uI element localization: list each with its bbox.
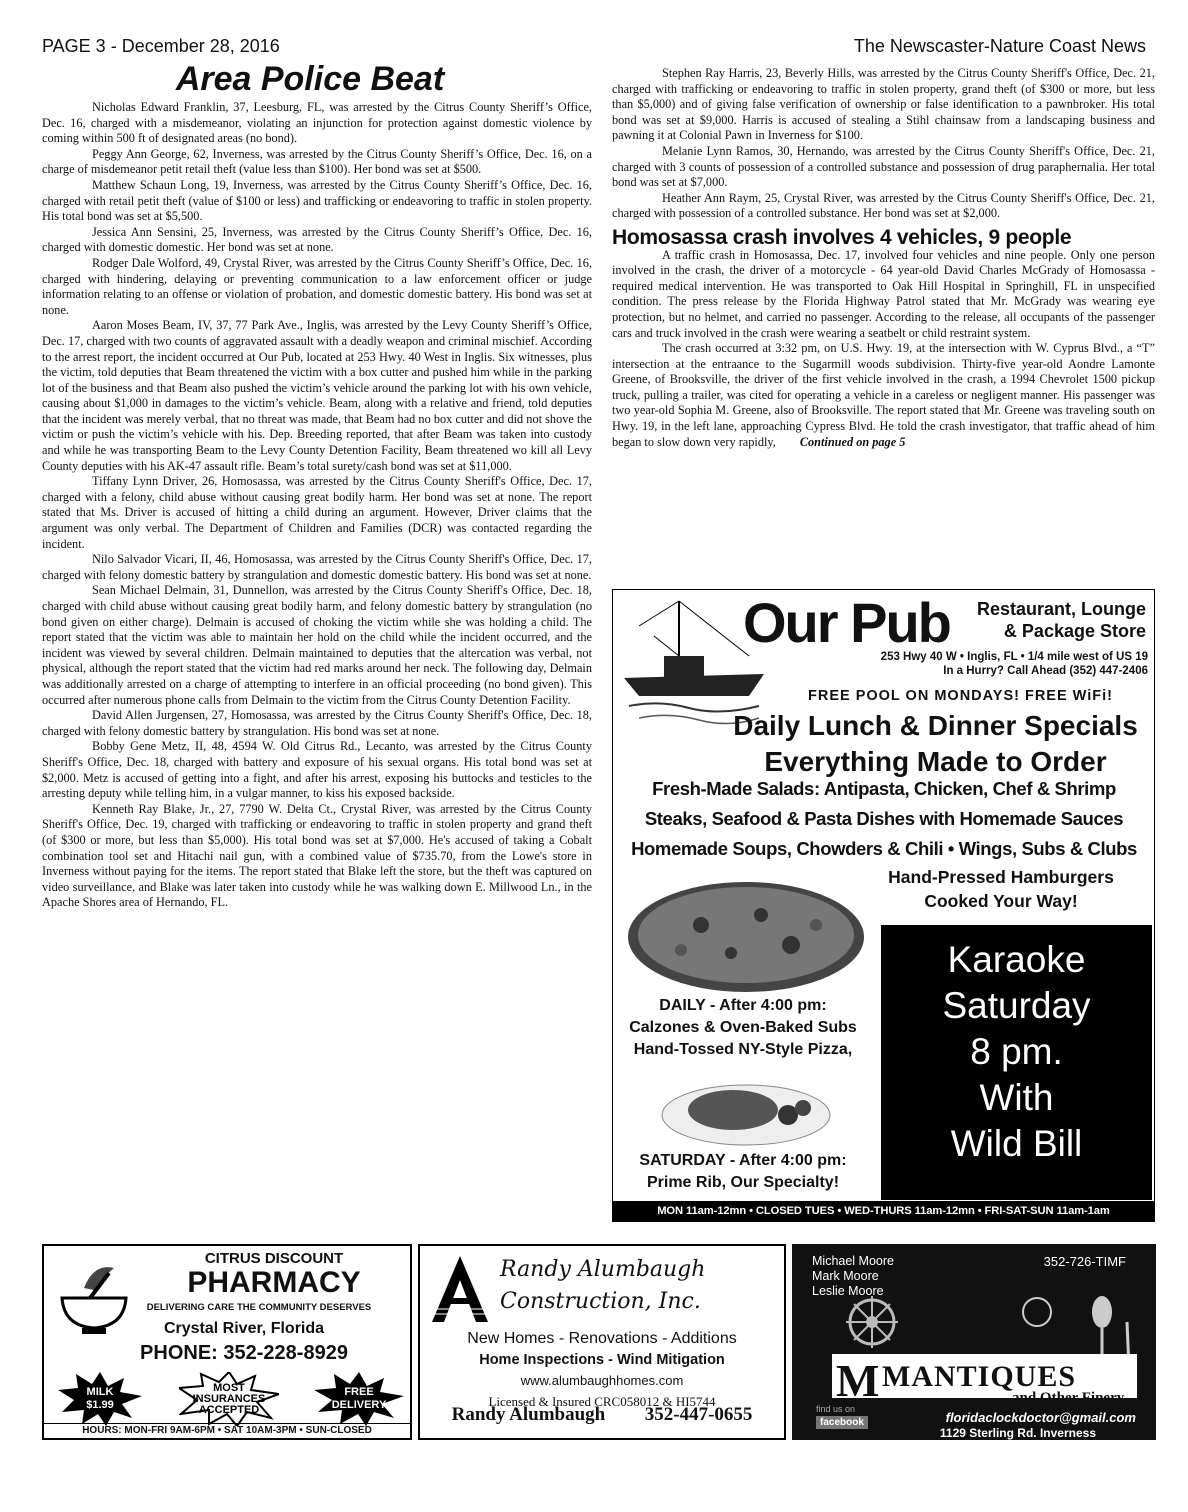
pharmacy-location: Crystal River, Florida (163, 1320, 325, 1337)
saturday-line: SATURDAY - After 4:00 pm: (639, 1152, 847, 1169)
mantiques-email[interactable]: floridaclockdoctor@gmail.com (945, 1410, 1136, 1425)
crash-headline: Homosassa crash involves 4 vehicles, 9 people (612, 225, 1072, 249)
mantiques-phone: 352-726-TIMF (1043, 1254, 1126, 1269)
insurance-burst (179, 1372, 279, 1426)
police-beat-column (42, 100, 592, 911)
article-paragraph: Nilo Salvador Vicari, II, 46, Homosassa, was arrested by the Citrus County Sheriff's Office, Dec. 17, charged with felony domestic battery by strangulation and domestic domestic battery. His bond was set at none. (42, 552, 592, 582)
owner-name: Mark Moore (812, 1269, 879, 1283)
construction-ad (418, 1244, 786, 1440)
daily-line: Calzones & Oven-Baked Subs (629, 1019, 857, 1036)
daily-line: DAILY - After 4:00 pm: (659, 997, 827, 1014)
article-paragraph (612, 341, 1155, 450)
owner-name: Leslie Moore (812, 1284, 884, 1298)
facebook-badge[interactable]: facebook (816, 1416, 868, 1429)
article-paragraph: Peggy Ann George, 62, Inverness, was arrested by the Citrus County Sheriff’s Office, Dec. 16, on a charge of misdemeanor petit retail theft (value less than $100). Her bond was set at $500. (42, 146, 592, 177)
insurance-line: MOST (213, 1382, 245, 1394)
page-header (42, 36, 1146, 58)
pub-name: Our Pub (743, 591, 950, 654)
karaoke-line: With (979, 1077, 1054, 1118)
menu-line: Homemade Soups, Chowders & Chili • Wings, Subs & Clubs (631, 838, 1137, 859)
mantiques-logo (812, 1292, 1142, 1402)
prime-rib-image (658, 1070, 833, 1150)
karaoke-line: Saturday (942, 985, 1091, 1026)
pub-address (773, 650, 1148, 678)
saturday-specials (613, 1150, 873, 1194)
milk-label: MILK (86, 1386, 114, 1398)
mantiques-subtitle: and Other Finery (1012, 1390, 1125, 1406)
insurance-line: ACCEPTED (198, 1404, 260, 1416)
continued-link[interactable]: Continued on page 5 (799, 434, 906, 449)
pharmacy-title-top: CITRUS DISCOUNT (204, 1250, 344, 1267)
article-paragraph: Rodger Dale Wolford, 49, Crystal River, was arrested by the Citrus County Sheriff’s Office, Dec. 16, charged with hindering, delaying or preventing communication to a law enforcement officer or judge information relating to an offense or violation of probation, and domestic domestic battery. His bond was set at none. (42, 255, 592, 317)
pizza-image (621, 875, 871, 995)
contact-name: Randy Alumbaugh (451, 1404, 606, 1425)
services-line: Home Inspections - Wind Mitigation (479, 1352, 725, 1368)
article-paragraph: Sean Michael Delmain, 31, Dunnellon, was arrested by the Citrus County Sheriff's Office, Dec. 18, charged with child abuse without causing great bodily harm, and felony domestic battery by strangulation (no bond given on either charge). Delmain is accused of choking the victim while she was holding a child. The report stated that the victim was able to maintain her hold on the child while the incident occurred, and the incident was viewed by several children. Delmain maintained to deputies that the altercation was verbal, not physical, although the report stated that the victim had red marks around her neck. The following day, Delmain was additionally arrested on a charge of attempting to interfere in an official proceeding (no bond given). This occurred after numerous phone calls from Delmain to the victim from the Citrus County Detention Facility. (42, 583, 592, 707)
owner-name: Michael Moore (812, 1254, 894, 1268)
pub-phone-line: In a Hurry? Call Ahead (352) 447-2406 (943, 665, 1148, 677)
article-paragraph: Tiffany Lynn Driver, 26, Homosassa, was arrested by the Citrus County Sheriff's Office, Dec. 17, charged with a felony, child abuse without causing great bodily harm. Her bond was set at none. The report stated that Ms. Driver is accused of hitting a child during an argument. However, Driver claims that the argument was only verbal. The Department of Children and Families (DCR) was contacted regarding the incident. (42, 474, 592, 551)
pub-free-offer: FREE POOL ON MONDAYS! FREE WiFi! (808, 688, 1113, 704)
company-name (500, 1254, 705, 1318)
pharmacy-title: PHARMACY (187, 1266, 361, 1299)
specials-line: Daily Lunch & Dinner Specials (733, 710, 1138, 741)
paper-name: The Newscaster-Nature Coast News (853, 36, 1146, 56)
mantiques-ad (792, 1244, 1156, 1440)
mantiques-address: 1129 Sterling Rd. Inverness (939, 1426, 1096, 1440)
karaoke-line: Karaoke (947, 939, 1086, 980)
page-date: PAGE 3 - December 28, 2016 (42, 36, 280, 56)
ham-line: Hand-Pressed Hamburgers (888, 867, 1114, 887)
pharmacy-phone: PHONE: 352-228-8929 (140, 1342, 348, 1364)
milk-burst (58, 1372, 142, 1426)
article-paragraph: Bobby Gene Metz, II, 48, 4594 W. Old Citrus Rd., Lecanto, was arrested by the Citrus County Sheriff's Office, Dec. 18, charged with battery and exposure of his sexual organs. His total bond was set at $2,000. Metz is accused of getting into a fight, and after his arrest, exposing his buttocks and testicles to the arresting deputy while telling him, in a vulgar manner, to kiss his exposed backside. (42, 739, 592, 801)
mantiques-wordmark: MANTIQUES (882, 1360, 1077, 1393)
license-line: Licensed & Insured CRC058012 & HI5744 (488, 1394, 716, 1409)
find-us-label: find us on (816, 1404, 856, 1414)
article-paragraph: Kenneth Ray Blake, Jr., 27, 7790 W. Delta Ct., Crystal River, was arrested by the Citrus County Sheriff's Office, Dec. 19, charged with trafficking or endeavoring to traffic in stolen property and grand theft (of $300 or more, but less than $5,000). His total bond was set at $7,000. He's accused of taking a Cobalt combination tool set and Hitachi nail gun, with a combined value of $735.70, from the Lowe's store in Inverness without paying for the items. The report stated that Blake left the store, but the theft was captured on video surveillance, and Blake was later taken into custody while he was walking down E. Millwood Ln., in the Apache Shores area of Hernando, FL. (42, 801, 592, 910)
article-paragraph: Jessica Ann Sensini, 25, Inverness, was arrested by the Citrus County Sheriff’s Office, Dec. 16, charged with domestic domestic. Her bond was set at none. (42, 224, 592, 255)
article-paragraph: Aaron Moses Beam, IV, 37, 77 Park Ave., Inglis, was arrested by the Levy County Sheriff’s Office, Dec. 17, charged with two counts of aggravated assault with a deadly weapon and criminal mischief. According to the arrest report, the incident occurred at Our Pub, located at 253 Hwy. 40 West in Inglis. Six witnesses, plus the victim, told deputies that Beam threatened the victim with a box cutter and pushed him while in the parking lot of the business and that Beam also pushed the victim’s vehicle around the parking lot with his own vehicle, causing about $1,000 in damages to the victim’s vehicle. Beam, along with a relative and friend, told deputies that the incident was merely verbal, that no threat was made, that Beam had no box cutter and did not shove the victim or push the victim’s vehicle with his. Dep. Breeding reported, that after Beam was taken into custody and while he was transporting Beam to the Levy County Detention Facility, Beam threatened wo kill all Levy County deputies with his AK-47 assault rifle. Beam’s total surety/cash bond was set at $11,000. (42, 318, 592, 473)
karaoke-line: 8 pm. (970, 1031, 1063, 1072)
website[interactable]: www.alumbaughhomes.com (520, 1373, 684, 1388)
right-column (612, 66, 1155, 450)
article-paragraph: David Allen Jurgensen, 27, Homosassa, was arrested by the Citrus County Sheriff's Office, Dec. 18, charged with felony domestic battery by strangulation. His bond was set at none. (42, 708, 592, 738)
insurance-line: INSURANCES (192, 1393, 266, 1405)
karaoke-box (881, 925, 1152, 1200)
ham-line: Cooked Your Way! (924, 891, 1078, 911)
article-paragraph: Melanie Lynn Ramos, 30, Hernando, was arrested by the Citrus County Sheriff's Office, Dec. 21, charged with 3 counts of possession of a controlled substance and possession of drug paraphernalia. Her total bond was set at $7,000. (612, 143, 1155, 190)
pharmacy-tagline: DELIVERING CARE THE COMMUNITY DESERVES (146, 1302, 372, 1313)
pharmacy-hours: HOURS: MON-FRI 9AM-6PM • SAT 10AM-3PM • SUN-CLOSED (44, 1423, 410, 1438)
specials-line: Everything Made to Order (764, 746, 1107, 777)
article-paragraph: A traffic crash in Homosassa, Dec. 17, involved four vehicles and nine people. Only one person involved in the crash, the driver of a motorcycle - 64 year-old David Charles McGrady of Homosassa - required medical intervention. He was transported to Oak Hill Hospital in Springhill, FL in unspecified condition. The press release by the Florida Highway Patrol stated that Mr. McGrady was wearing eye protection, but no helmet, and carried no passenger. According to the release, all occupants of the passenger cars and truck involved in the crash were wearing a seatbelt or child restraint system. (612, 247, 1155, 340)
pub-specials (723, 708, 1148, 780)
article-paragraph: Stephen Ray Harris, 23, Beverly Hills, was arrested by the Citrus County Sheriff's Office, Dec. 21, charged with trafficking or endeavoring to traffic in stolen property, grand theft (of $300 or more, but less than $5,000) and of giving false verification of ownership or false identification to a pawnbroker. His total bond was set at $9,000. Harris is accused of stealing a Stihl chainsaw from a landscaping business and pawning it at Colonial Pawn in Inverness for $100. (612, 66, 1155, 143)
article-paragraph: Heather Ann Raym, 25, Crystal River, was arrested by the Citrus County Sheriff's Office, Dec. 21, charged with possession of a controlled substance. Her bond was set at $2,000. (612, 190, 1155, 221)
police-beat-title: Area Police Beat (175, 60, 445, 98)
daily-specials (613, 995, 873, 1061)
delivery-label: DELIVERY (331, 1399, 387, 1411)
contact-phone: 352-447-0655 (644, 1404, 753, 1425)
article-paragraph: Matthew Schaun Long, 19, Inverness, was arrested by the Citrus County Sheriff’s Office, Dec. 16, charged with retail petit theft (value of $100 or less) and trafficking or endeavoring to traffic in stolen property. His total bond was set at $5,500. (42, 177, 592, 224)
pharmacy-ad (42, 1244, 412, 1440)
menu-line: Steaks, Seafood & Pasta Dishes with Homemade Sauces (644, 808, 1124, 829)
pub-type-line: & Package Store (1003, 621, 1146, 641)
our-pub-ad (612, 589, 1155, 1222)
company-name-line: Construction, Inc. (500, 1289, 701, 1314)
pub-address-line: 253 Hwy 40 W • Inglis, FL • 1/4 mile west of US 19 (880, 651, 1148, 663)
milk-price: $1.99 (86, 1399, 114, 1411)
contact-footer (420, 1404, 784, 1426)
menu-line: Fresh-Made Salads: Antipasta, Chicken, Chef & Shrimp (652, 778, 1116, 799)
company-name-line: Randy Alumbaugh (500, 1257, 706, 1282)
delivery-burst (314, 1372, 404, 1426)
pub-type-line: Restaurant, Lounge (976, 599, 1146, 619)
letter-a-logo-icon (430, 1254, 490, 1324)
daily-line: Hand-Tossed NY-Style Pizza, (633, 1041, 853, 1058)
mantiques-m: M (836, 1355, 880, 1402)
hamburger-promo (856, 865, 1146, 913)
karaoke-line: Wild Bill (950, 1123, 1083, 1164)
saturday-line: Prime Rib, Our Specialty! (646, 1174, 840, 1191)
pub-hours: MON 11am-12mn • CLOSED TUES • WED-THURS 11am-12mn • FRI-SAT-SUN 11am-1am (613, 1201, 1154, 1221)
free-label: FREE (344, 1386, 374, 1398)
services-line: New Homes - Renovations - Additions (467, 1330, 737, 1347)
pub-type (961, 598, 1146, 642)
article-paragraph: Nicholas Edward Franklin, 37, Leesburg, FL, was arrested by the Citrus County Sheriff’s Office, Dec. 16, charged with a misdemeanor, violating an injunction for protection against domestic violence by coming within 500 ft of designated areas (no bond). (42, 100, 592, 146)
crash-text-end: The crash occurred at 3:32 pm, on U.S. Hwy. 19, at the intersection with W. Cyprus Blvd., a “T” intersection at the entraance to the Sugarmill woods subdivision. Thirty-five year-old Aondre Lamonte Greene, of Brooksville, the driver of the first vehicle involved in the crash, a 1994 Chevrolet 1500 pickup truck, pulling a trailer, was cited for operating a vehicle in a careless or negligent manner. His passenger was two year-old Sophia M. Greene, also of Brooksville. The report stated that Mr. Greene was traveling south on Hwy. 19, in the left lane, approaching Cypress Blvd. He told the crash investigator, that traffic ahead of him began to slow down very rapidly, (612, 341, 1155, 449)
